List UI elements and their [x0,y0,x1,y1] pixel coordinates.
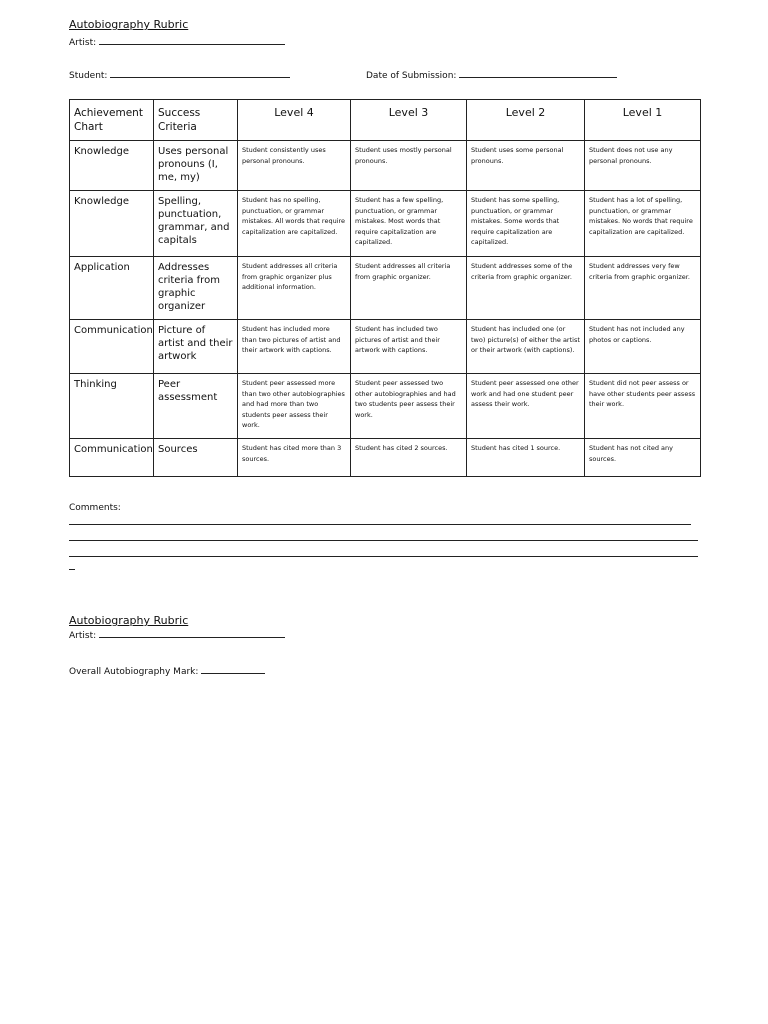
row-level-4: Student peer assessed more than two other autobiographies and had more than two students peer assess their work. [238,374,351,439]
row-level-4: Student has included more than two pictures of artist and their artwork with captions. [238,320,351,374]
row-criteria: Picture of artist and their artwork [154,320,238,374]
row-level-3: Student has included two pictures of artist and their artwork with captions. [351,320,467,374]
row-criteria: Sources [154,439,238,477]
row-criteria: Spelling, punctuation, grammar, and capitals [154,191,238,257]
row-level-1: Student did not peer assess or have other students peer assess their work. [585,374,701,439]
row-category: Knowledge [70,141,154,191]
row-level-3: Student addresses all criteria from graphic organizer. [351,257,467,320]
comment-line[interactable] [69,540,698,541]
table-header-row [70,100,701,141]
date-field[interactable] [366,69,617,81]
comment-line[interactable] [69,569,75,570]
row-level-2: Student has cited 1 source. [467,439,585,477]
header-level-1: Level 1 [585,100,701,141]
row-level-1: Student addresses very few criteria from graphic organizer. [585,257,701,320]
overall-mark-blank[interactable] [201,665,265,674]
row-level-4: Student has cited more than 3 sources. [238,439,351,477]
row-level-3: Student uses mostly personal pronouns. [351,141,467,191]
row-category: Knowledge [70,191,154,257]
row-category: Thinking [70,374,154,439]
rubric-table [69,99,701,477]
table-row [70,191,701,257]
student-blank[interactable] [110,69,290,78]
row-criteria: Uses personal pronouns (I, me, my) [154,141,238,191]
date-blank[interactable] [459,69,617,78]
table-row [70,374,701,439]
row-criteria: Peer assessment [154,374,238,439]
row-category: Communication [70,439,154,477]
header-achievement-chart: Achievement Chart [70,100,154,141]
rubric-title: Autobiography Rubric [69,18,189,31]
header-level-3: Level 3 [351,100,467,141]
row-level-1: Student has a lot of spelling, punctuation, or grammar mistakes. No words that require capitalization are capitalized. [585,191,701,257]
row-level-2: Student addresses some of the criteria from graphic organizer. [467,257,585,320]
row-level-1: Student has not cited any sources. [585,439,701,477]
row-level-4: Student has no spelling, punctuation, or grammar mistakes. All words that require capitalization are capitalized. [238,191,351,257]
row-level-1: Student does not use any personal pronouns. [585,141,701,191]
summary-title: Autobiography Rubric [69,614,189,627]
table-row [70,320,701,374]
row-level-3: Student has cited 2 sources. [351,439,467,477]
header-level-4: Level 4 [238,100,351,141]
header-success-criteria: Success Criteria [154,100,238,141]
row-category: Application [70,257,154,320]
summary-artist-field[interactable] [69,629,285,641]
row-level-4: Student consistently uses personal pronouns. [238,141,351,191]
comment-line[interactable] [69,556,698,557]
summary-artist-label: Artist: [69,631,97,641]
row-level-3: Student peer assessed two other autobiographies and had two students peer assess their work. [351,374,467,439]
artist-blank[interactable] [99,36,285,45]
date-label: Date of Submission: [366,71,457,81]
row-level-2: Student peer assessed one other work and had one student peer assess their work. [467,374,585,439]
row-criteria: Addresses criteria from graphic organizer [154,257,238,320]
row-category: Communication [70,320,154,374]
row-level-2: Student uses some personal pronouns. [467,141,585,191]
row-level-2: Student has some spelling, punctuation, or grammar mistakes. Some words that require capitalization are capitalized. [467,191,585,257]
table-row [70,141,701,191]
row-level-4: Student addresses all criteria from graphic organizer plus additional information. [238,257,351,320]
table-row [70,257,701,320]
comment-line[interactable] [69,524,691,525]
summary-artist-blank[interactable] [99,629,285,638]
header-level-2: Level 2 [467,100,585,141]
overall-mark-field[interactable] [69,665,265,677]
table-row [70,439,701,477]
row-level-3: Student has a few spelling, punctuation, or grammar mistakes. Most words that require capitalization are capitalized. [351,191,467,257]
row-level-2: Student has included one (or two) picture(s) of either the artist or their artwork (with captions). [467,320,585,374]
row-level-1: Student has not included any photos or captions. [585,320,701,374]
artist-label: Artist: [69,38,97,48]
artist-field[interactable] [69,36,285,48]
comments-label: Comments: [69,503,121,513]
student-label: Student: [69,71,108,81]
overall-mark-label: Overall Autobiography Mark: [69,667,199,677]
student-field[interactable] [69,69,290,81]
